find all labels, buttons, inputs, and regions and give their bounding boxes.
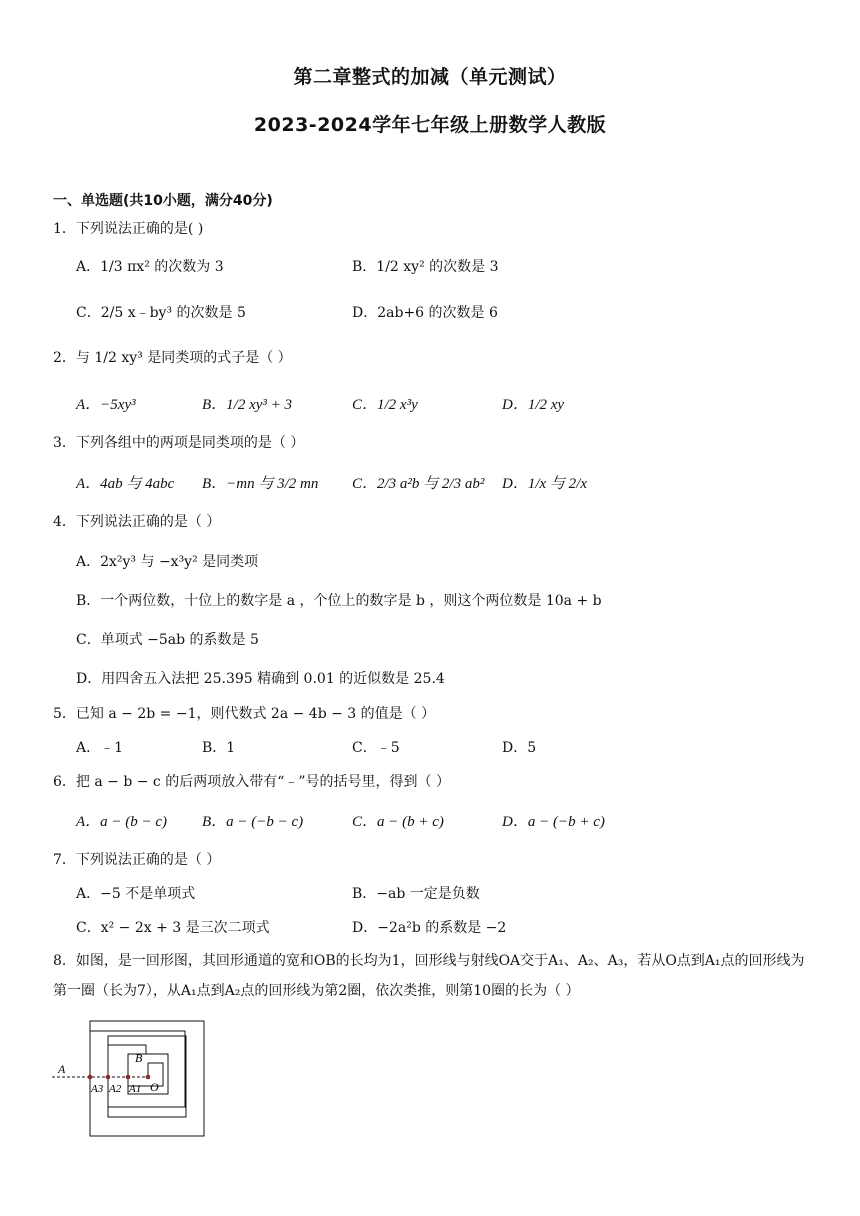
label-o: O	[150, 1080, 159, 1094]
question-8-stem: 8．如图，是一回形图，其回形通道的宽和OB的长均为1，回形线与射线OA交于A₁、A₂、A₃，若从O点到A₁点的回形线为第一圈（长为7），从A₁点到A₂点的回形线为第2圈，依次类推，则第10圈的长为（ ）	[53, 953, 805, 999]
q6-option-b[interactable]	[202, 810, 303, 831]
q7-option-a-text: A．−5 不是单项式	[76, 886, 196, 902]
q1-option-b-text: B．1/2 xy² 的次数是 3	[352, 259, 499, 275]
q6-option-d[interactable]	[502, 810, 605, 831]
q6-option-b-text: B．a − (−b − c)	[202, 814, 304, 830]
q5-option-a-text: A．﹣1	[76, 740, 124, 756]
q5-option-c[interactable]	[352, 737, 400, 757]
q6-option-c[interactable]	[352, 810, 444, 831]
q5-option-a[interactable]	[76, 737, 123, 757]
q4-option-a[interactable]	[76, 551, 258, 571]
page-subtitle: 2023-2024学年七年级上册数学人教版	[253, 114, 607, 136]
q3-option-d-text: D．1/x 与 2/x	[502, 476, 587, 492]
q6-option-a[interactable]	[76, 810, 167, 831]
q7-option-b-text: B．−ab 一定是负数	[352, 886, 480, 902]
q6-option-d-text: D．a − (−b + c)	[502, 814, 605, 830]
q4-option-c[interactable]	[76, 629, 259, 649]
q2-option-d-text: D．1/2 xy	[502, 397, 565, 413]
question-5-stem: 5．已知 a − 2b = −1，则代数式 2a − 4b − 3 的值是（ ）	[53, 706, 436, 722]
point-a1-dot	[126, 1075, 131, 1080]
point-a2-dot	[106, 1075, 111, 1080]
question-2-stem: 2．与 1/2 xy³ 是同类项的式子是（ ）	[53, 350, 292, 366]
q3-option-a-text: A．4ab 与 4abc	[76, 476, 175, 492]
q2-option-d[interactable]	[502, 393, 564, 414]
q2-option-c-text: C．1/2 x³y	[352, 397, 418, 413]
label-a1: A1	[129, 1083, 142, 1095]
q3-option-c-text: C．2/3 a²b 与 2/3 ab²	[352, 476, 485, 492]
q4-option-d-text: D．用四舍五入法把 25.395 精确到 0.01 的近似数是 25.4	[76, 671, 445, 687]
q4-option-b-text: B．一个两位数，十位上的数字是 a ，个位上的数字是 b ，则这个两位数是 10a + b	[76, 593, 602, 609]
q3-option-b[interactable]	[202, 472, 318, 493]
q1-option-a-text: A．1/3 πx² 的次数为 3	[76, 259, 224, 275]
q7-option-c[interactable]	[76, 917, 270, 937]
point-o-dot	[146, 1075, 151, 1080]
q4-option-b[interactable]	[76, 590, 602, 610]
label-a: A	[58, 1062, 66, 1076]
q1-option-d[interactable]	[352, 302, 498, 322]
q7-option-d-text: D．−2a²b 的系数是 −2	[352, 920, 507, 936]
q3-option-a[interactable]	[76, 472, 174, 493]
q5-option-d-text: D．5	[502, 740, 537, 756]
q2-option-a[interactable]	[76, 393, 136, 414]
q4-option-c-text: C．单项式 −5ab 的系数是 5	[76, 632, 259, 648]
q4-option-a-text: A．2x²y³ 与 −x³y² 是同类项	[76, 554, 259, 570]
q3-option-b-text: B．−mn 与 3/2 mn	[202, 476, 319, 492]
q5-option-b[interactable]	[202, 737, 235, 757]
q1-option-c-text: C．2/5 x﹣by³ 的次数是 5	[76, 305, 246, 321]
q6-option-c-text: C．a − (b + c)	[352, 814, 444, 830]
q2-option-a-text: A．−5xy³	[76, 397, 136, 413]
q2-option-b-text: B．1/2 xy³ + 3	[202, 397, 293, 413]
page-title: 第二章整式的加减（单元测试）	[293, 66, 567, 88]
section-heading: 一、单选题(共10小题，满分40分)	[53, 193, 273, 209]
q1-option-b[interactable]	[352, 256, 499, 276]
q5-option-c-text: C．﹣5	[352, 740, 400, 756]
q2-option-c[interactable]	[352, 393, 418, 414]
q7-option-d[interactable]	[352, 917, 506, 937]
q4-option-d[interactable]	[76, 668, 445, 688]
label-b: B	[135, 1051, 143, 1065]
q3-option-c[interactable]	[352, 472, 484, 493]
question-6-stem: 6．把 a − b − c 的后两项放入带有“﹣”号的括号里，得到（ ）	[53, 774, 450, 790]
q5-option-b-text: B．1	[202, 740, 236, 756]
q7-option-b[interactable]	[352, 883, 480, 903]
q6-option-a-text: A．a − (b − c)	[76, 814, 168, 830]
spiral-path	[90, 1031, 185, 1107]
label-a2: A2	[109, 1083, 122, 1095]
q1-option-d-text: D．2ab+6 的次数是 6	[352, 305, 498, 321]
q3-option-d[interactable]	[502, 472, 587, 493]
question-3-stem: 3．下列各组中的两项是同类项的是（ ）	[53, 435, 305, 451]
question-4-stem: 4．下列说法正确的是（ ）	[53, 514, 221, 530]
question-7-stem: 7．下列说法正确的是（ ）	[53, 852, 221, 868]
q7-option-c-text: C．x² − 2x + 3 是三次二项式	[76, 920, 270, 936]
spiral-figure	[48, 1018, 218, 1148]
q5-option-d[interactable]	[502, 737, 536, 757]
question-1-stem: 1．下列说法正确的是( )	[53, 221, 204, 237]
q7-option-a[interactable]	[76, 883, 195, 903]
q2-option-b[interactable]	[202, 393, 292, 414]
q1-option-a[interactable]	[76, 256, 224, 276]
label-a3: A3	[91, 1083, 104, 1095]
point-a3-dot	[88, 1075, 93, 1080]
q1-option-c[interactable]	[76, 302, 246, 322]
